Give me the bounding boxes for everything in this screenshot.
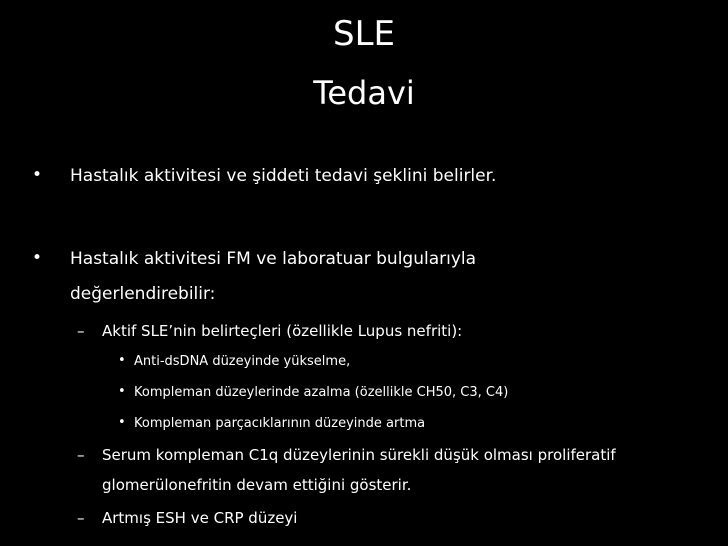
- sub-bullet-text: Serum kompleman C1q düzeylerinin sürekli düşük olması proliferatif: [102, 446, 616, 464]
- bullet-icon: •: [32, 248, 43, 268]
- bullet-icon: •: [118, 384, 126, 399]
- bullet-icon: •: [118, 415, 126, 430]
- sub-bullet-text: Artmış ESH ve CRP düzeyi: [102, 509, 298, 527]
- bullet-text: Hastalık aktivitesi ve şiddeti tedavi şeklini belirler.: [70, 166, 497, 186]
- slide-subtitle: Tedavi: [313, 74, 415, 112]
- dash-icon: –: [77, 446, 85, 464]
- bullet-icon: •: [32, 165, 43, 185]
- sub-sub-bullet-text: Kompleman düzeylerinde azalma (özellikle CH50, C3, C4): [134, 385, 509, 400]
- sub-bullet-text: Aktif SLE’nin belirteçleri (özellikle Lupus nefriti):: [102, 322, 463, 340]
- sub-bullet-text-continuation: glomerülonefritin devam ettiğini gösterir.: [102, 476, 412, 494]
- slide-body: [0, 121, 728, 546]
- title-band: [0, 0, 728, 121]
- bullet-text: Hastalık aktivitesi FM ve laboratuar bulgularıyla: [70, 249, 477, 269]
- dash-icon: –: [77, 322, 85, 340]
- dash-icon: –: [77, 509, 85, 527]
- slide-title: SLE: [332, 14, 395, 54]
- sub-sub-bullet-text: Anti-dsDNA düzeyinde yükselme,: [134, 354, 351, 369]
- bullet-icon: •: [118, 353, 126, 368]
- sub-sub-bullet-text: Kompleman parçacıklarının düzeyinde artma: [134, 416, 426, 431]
- bullet-text-continuation: değerlendirebilir:: [70, 284, 216, 304]
